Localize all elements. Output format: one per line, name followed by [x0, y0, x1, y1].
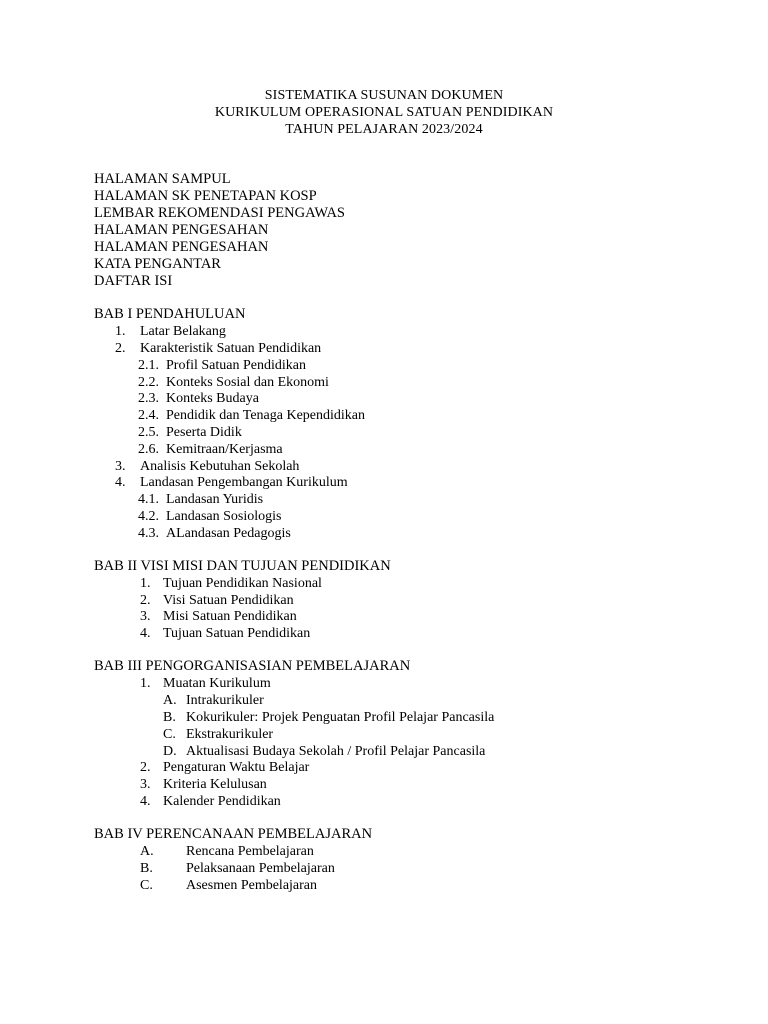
list-number: 2. [140, 760, 151, 775]
list-item: Tujuan Satuan Pendidikan [163, 626, 311, 641]
sub-list-number: 2.2. [138, 375, 159, 390]
list-item: Pelaksanaan Pembelajaran [186, 861, 335, 876]
list-item: Visi Satuan Pendidikan [163, 593, 294, 608]
list-item: Pengaturan Waktu Belajar [163, 760, 310, 775]
front-item: LEMBAR REKOMENDASI PENGAWAS [94, 205, 345, 221]
list-item: Analisis Kebutuhan Sekolah [140, 459, 300, 474]
sub-list-item: Landasan Yuridis [166, 492, 264, 507]
chapter-heading: BAB IV PERENCANAAN PEMBELAJARAN [94, 826, 373, 842]
sub-list-item: Kemitraan/Kerjasma [166, 442, 283, 457]
sub-list-item: Profil Satuan Pendidikan [166, 358, 306, 373]
front-item: DAFTAR ISI [94, 273, 173, 289]
sub-list-item: ALandasan Pedagogis [166, 526, 291, 541]
chapter-heading: BAB I PENDAHULUAN [94, 306, 246, 322]
sub-list-number: 2.4. [138, 408, 159, 423]
sub-list-item: Konteks Sosial dan Ekonomi [166, 375, 329, 390]
list-number: 1. [115, 324, 126, 339]
list-number: 4. [140, 794, 151, 809]
sub-list-number: 2.5. [138, 425, 159, 440]
list-number: 4. [140, 626, 151, 641]
sub-list-item: Konteks Budaya [166, 391, 259, 406]
list-number: 2. [115, 341, 126, 356]
doc-title-line-1: SISTEMATIKA SUSUNAN DOKUMEN [264, 88, 504, 103]
front-item: HALAMAN SAMPUL [94, 171, 231, 187]
sub-list-item: Intrakurikuler [186, 693, 264, 708]
list-number: 2. [140, 593, 151, 608]
sub-list-number: 2.6. [138, 442, 159, 457]
list-number: 1. [140, 676, 151, 691]
chapter-heading: BAB III PENGORGANISASIAN PEMBELAJARAN [94, 658, 411, 674]
front-item: HALAMAN PENGESAHAN [94, 239, 269, 255]
front-item: HALAMAN PENGESAHAN [94, 222, 269, 238]
list-number: 3. [115, 459, 126, 474]
list-item: Karakteristik Satuan Pendidikan [140, 341, 322, 356]
doc-title-line-2: KURIKULUM OPERASIONAL SATUAN PENDIDIKAN [214, 105, 554, 120]
doc-title-line-3: TAHUN PELAJARAN 2023/2024 [285, 122, 483, 137]
sub-list-letter: A. [163, 693, 177, 708]
list-number: 1. [140, 576, 151, 591]
sub-list-item: Aktualisasi Budaya Sekolah / Profil Pelajar Pancasila [186, 744, 486, 759]
sub-list-item: Peserta Didik [166, 425, 242, 440]
list-letter: C. [140, 878, 153, 893]
list-item: Latar Belakang [140, 324, 226, 339]
sub-list-item: Pendidik dan Tenaga Kependidikan [166, 408, 365, 423]
list-number: 3. [140, 609, 151, 624]
front-item: KATA PENGANTAR [94, 256, 221, 272]
list-item: Rencana Pembelajaran [186, 844, 314, 859]
sub-list-item: Landasan Sosiologis [166, 509, 282, 524]
list-item: Tujuan Pendidikan Nasional [163, 576, 322, 591]
list-item: Asesmen Pembelajaran [186, 878, 318, 893]
sub-list-number: 4.2. [138, 509, 159, 524]
sub-list-number: 4.1. [138, 492, 159, 507]
list-letter: B. [140, 861, 153, 876]
list-letter: A. [140, 844, 154, 859]
sub-list-letter: D. [163, 744, 177, 759]
sub-list-letter: B. [163, 710, 176, 725]
sub-list-item: Ekstrakurikuler [186, 727, 274, 742]
list-item: Landasan Pengembangan Kurikulum [140, 475, 348, 490]
list-item: Kriteria Kelulusan [163, 777, 267, 792]
sub-list-number: 2.1. [138, 358, 159, 373]
sub-list-letter: C. [163, 727, 176, 742]
sub-list-item: Kokurikuler: Projek Penguatan Profil Pelajar Pancasila [186, 710, 495, 725]
list-item: Kalender Pendidikan [163, 794, 281, 809]
chapter-heading: BAB II VISI MISI DAN TUJUAN PENDIDIKAN [94, 558, 391, 574]
sub-list-number: 2.3. [138, 391, 159, 406]
list-item: Misi Satuan Pendidikan [163, 609, 297, 624]
sub-list-number: 4.3. [138, 526, 159, 541]
front-item: HALAMAN SK PENETAPAN KOSP [94, 188, 317, 204]
list-item: Muatan Kurikulum [163, 676, 271, 691]
list-number: 4. [115, 475, 126, 490]
list-number: 3. [140, 777, 151, 792]
